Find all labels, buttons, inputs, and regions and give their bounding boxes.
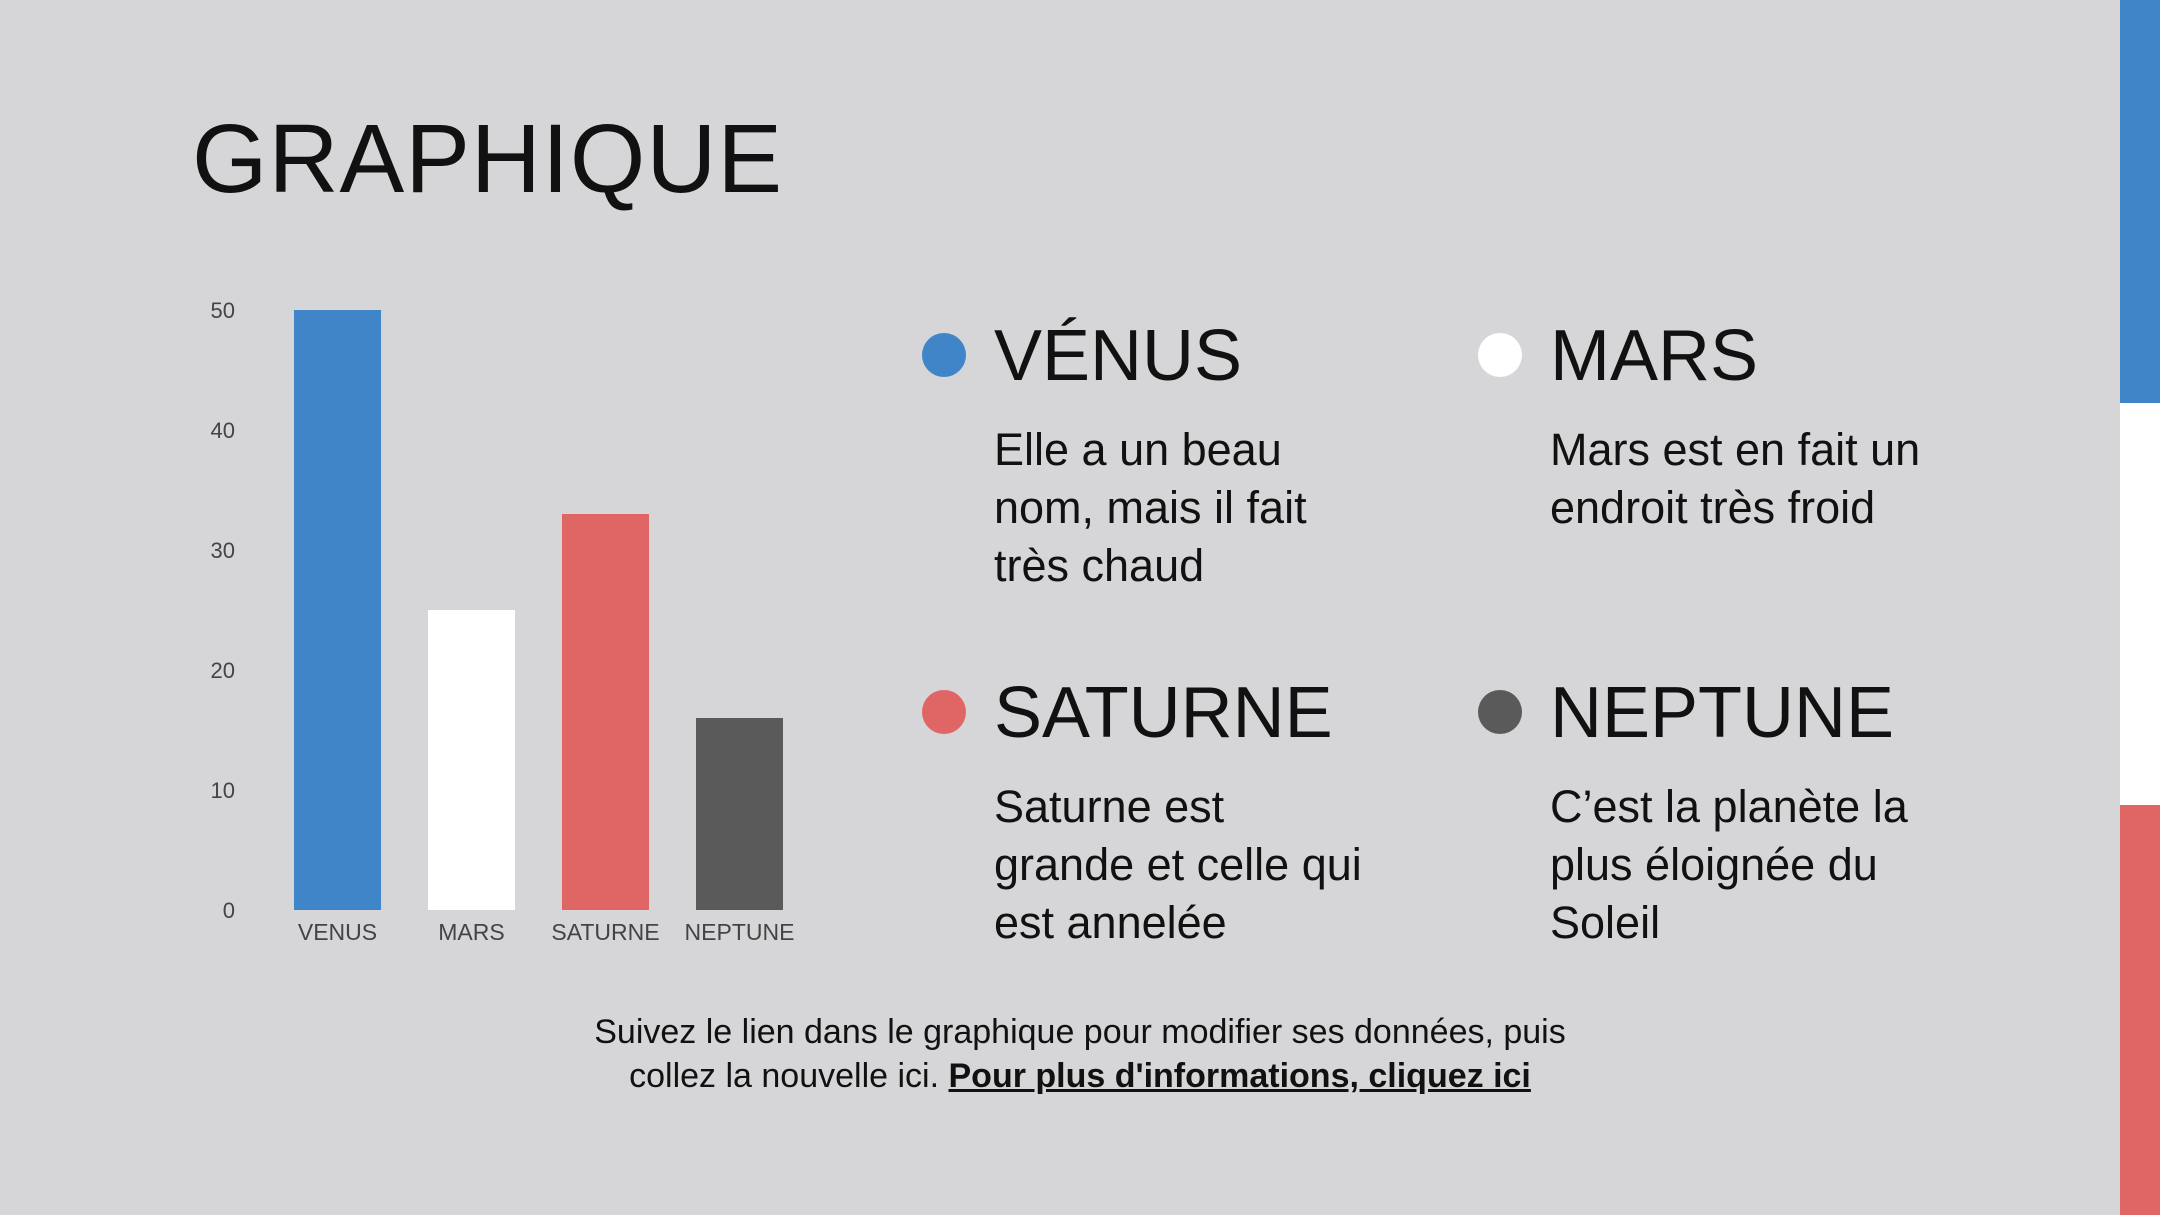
slide-title: GRAPHIQUE [192,104,784,213]
y-tick-label-0: 0 [222,898,235,923]
bar-venus [294,310,381,910]
x-tick-label-mars: MARS [438,919,505,945]
legend-name-venus: VÉNUS [994,316,1243,396]
accent-stripe-blue [2120,0,2160,403]
footer-line-2: collez la nouvelle ici. [629,1057,940,1095]
y-tick-label-40: 40 [210,418,235,443]
bar-saturne [562,514,649,910]
bar-mars [428,610,515,910]
y-tick-label-50: 50 [210,298,235,323]
bar-chart [190,280,830,960]
y-tick-label-10: 10 [210,778,235,803]
legend-dot-saturne [922,690,966,734]
legend-dot-mars [1478,333,1522,377]
legend-name-neptune: NEPTUNE [1550,673,1895,753]
accent-stripe-red [2120,805,2160,1215]
legend-desc-venus: Elle a un beau nom, mais il fait très chaud [994,424,1307,591]
y-tick-label-20: 20 [210,658,235,683]
footer-note [480,1010,1680,1098]
legend-dot-neptune [1478,690,1522,734]
footer-line-2-wrap [480,1054,1680,1098]
legend-desc-neptune: C’est la planète la plus éloignée du Soleil [1550,781,1908,948]
legend-desc-mars: Mars est en fait un endroit très froid [1550,424,1921,533]
y-tick-label-30: 30 [210,538,235,563]
bar-neptune [696,718,783,910]
accent-stripe-white [2120,403,2160,805]
legend-desc-saturne: Saturne est grande et celle qui est annelée [994,781,1362,948]
x-tick-label-venus: VENUS [297,919,378,945]
x-tick-label-neptune: NEPTUNE [684,919,795,945]
x-tick-label-saturne: SATURNE [551,919,660,945]
legend-dot-venus [922,333,966,377]
more-info-link[interactable]: Pour plus d'informations, cliquez ici [948,1057,1531,1095]
legend-name-saturne: SATURNE [994,673,1333,753]
footer-line-1: Suivez le lien dans le graphique pour modifier ses données, puis [594,1013,1566,1051]
legend-name-mars: MARS [1550,316,1759,396]
